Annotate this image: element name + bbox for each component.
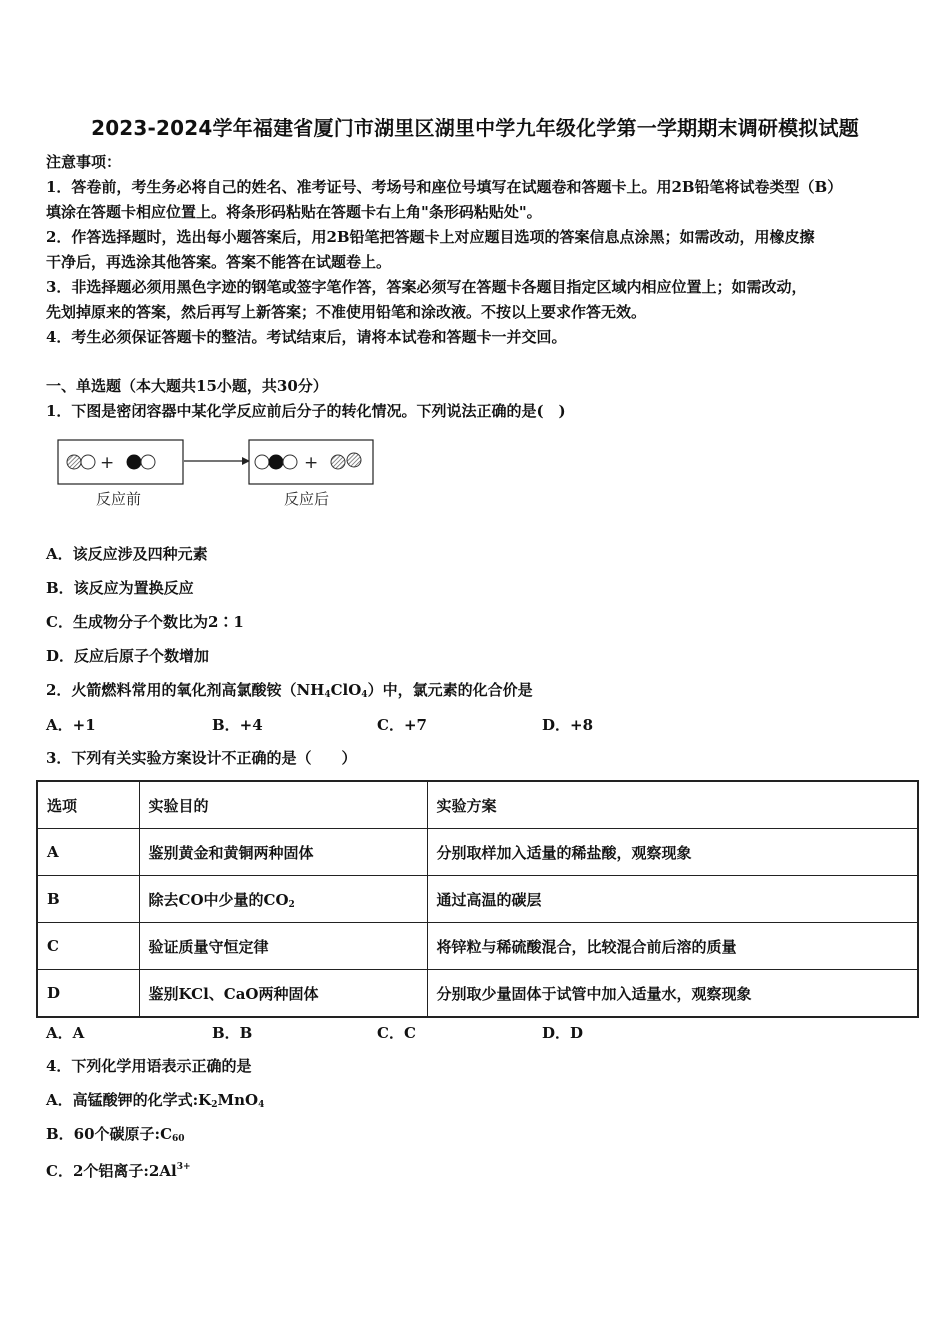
page-title: 2023-2024学年福建省厦门市湖里区湖里中学九年级化学第一学期期末调研模拟试题 — [91, 116, 859, 140]
notice-line-7: 4．考生必须保证答题卡的整洁。考试结束后，请将本试卷和答题卡一并交回。 — [46, 328, 567, 346]
notice-line-3: 2．作答选择题时，选出每小题答案后，用2B铅笔把答题卡上对应题目选项的答案信息点涂黑；如需改动，用橡皮擦 — [46, 228, 815, 246]
q1-stem: 1．下图是密闭容器中某化学反应前后分子的转化情况。下列说法正确的是( ) — [46, 402, 566, 420]
experiment-table — [36, 780, 919, 1018]
row-plan: 将锌粒与稀硫酸混合，比较混合前后溶的质量 — [427, 923, 918, 970]
reaction-diagram — [56, 438, 386, 518]
q2-option-b: B．+4 — [212, 716, 263, 734]
q2-options — [46, 714, 746, 734]
row-option: D — [37, 970, 139, 1018]
q1-option-d: D．反应后原子个数增加 — [46, 647, 210, 665]
table-row — [37, 970, 918, 1018]
row-purpose: 验证质量守恒定律 — [139, 923, 427, 970]
header-plan: 实验方案 — [427, 781, 918, 829]
table-header-row — [37, 781, 918, 829]
after-label: 反应后 — [284, 490, 330, 508]
notice-heading: 注意事项： — [46, 153, 122, 171]
q4-stem: 4．下列化学用语表示正确的是 — [46, 1057, 252, 1075]
row-option: A — [37, 829, 139, 876]
notice-line-4: 干净后，再选涂其他答案。答案不能答在试题卷上。 — [46, 253, 392, 271]
notice-line-5: 3．非选择题必须用黑色字迹的钢笔或签字笔作答，答案必须写在答题卡各题目指定区域内相应位置上；如需改动， — [46, 278, 807, 296]
svg-text:+: + — [100, 453, 115, 473]
q4-option-c: C．2个铝离子$:2Al^{3+}$ — [46, 1162, 191, 1180]
q2-option-d: D．+8 — [542, 716, 594, 734]
section-heading: 一、单选题（本大题共15小题，共30分） — [46, 377, 328, 395]
q2-option-c: C．+7 — [377, 716, 427, 734]
q1-option-a: A．该反应涉及四种元素 — [46, 545, 208, 563]
table-row — [37, 829, 918, 876]
table-row — [37, 923, 918, 970]
q3-options — [46, 1022, 746, 1042]
q2-option-a: A．+1 — [46, 716, 96, 734]
notice-line-1: 1．答卷前，考生务必将自己的姓名、准考证号、考场号和座位号填写在试题卷和答题卡上。用2B铅笔将试卷类型（B） — [46, 178, 843, 196]
q4-option-a: A．高锰酸钾的化学式$:K_2MnO_4$ — [46, 1091, 265, 1110]
header-purpose: 实验目的 — [139, 781, 427, 829]
row-purpose: 鉴别KCl、CaO两种固体 — [139, 970, 427, 1018]
row-plan: 分别取少量固体于试管中加入适量水，观察现象 — [427, 970, 918, 1018]
q1-option-c: C．生成物分子个数比为2∶1 — [46, 613, 244, 631]
svg-text:+: + — [304, 453, 319, 473]
before-label: 反应前 — [96, 490, 142, 508]
q3-option-d: D．D — [542, 1024, 584, 1042]
q1-option-b: B．该反应为置换反应 — [46, 579, 194, 597]
q4-option-b: B．60个碳原子$:C_{60}$ — [46, 1125, 185, 1144]
row-plan: 通过高温的碳层 — [427, 876, 918, 923]
row-option: C — [37, 923, 139, 970]
row-option: B — [37, 876, 139, 923]
q3-option-c: C．C — [377, 1024, 416, 1042]
row-purpose: 除去CO中少量的$CO_2$ — [139, 876, 427, 923]
table-row — [37, 876, 918, 923]
row-plan: 分别取样加入适量的稀盐酸，观察现象 — [427, 829, 918, 876]
notice-line-2: 填涂在答题卡相应位置上。将条形码粘贴在答题卡右上角"条形码粘贴处"。 — [46, 203, 542, 221]
notice-line-6: 先划掉原来的答案，然后再写上新答案；不准使用铅笔和涂改液。不按以上要求作答无效。 — [46, 303, 647, 321]
q3-option-a: A．A — [46, 1024, 85, 1042]
q3-stem: 3．下列有关实验方案设计不正确的是（ ） — [46, 749, 357, 767]
header-option: 选项 — [37, 781, 139, 829]
q2-stem: 2．火箭燃料常用的氧化剂高氯酸铵$(NH_4ClO_4)$中，氯元素的化合价是 — [46, 681, 533, 700]
q3-option-b: B．B — [212, 1024, 253, 1042]
row-purpose: 鉴别黄金和黄铜两种固体 — [139, 829, 427, 876]
